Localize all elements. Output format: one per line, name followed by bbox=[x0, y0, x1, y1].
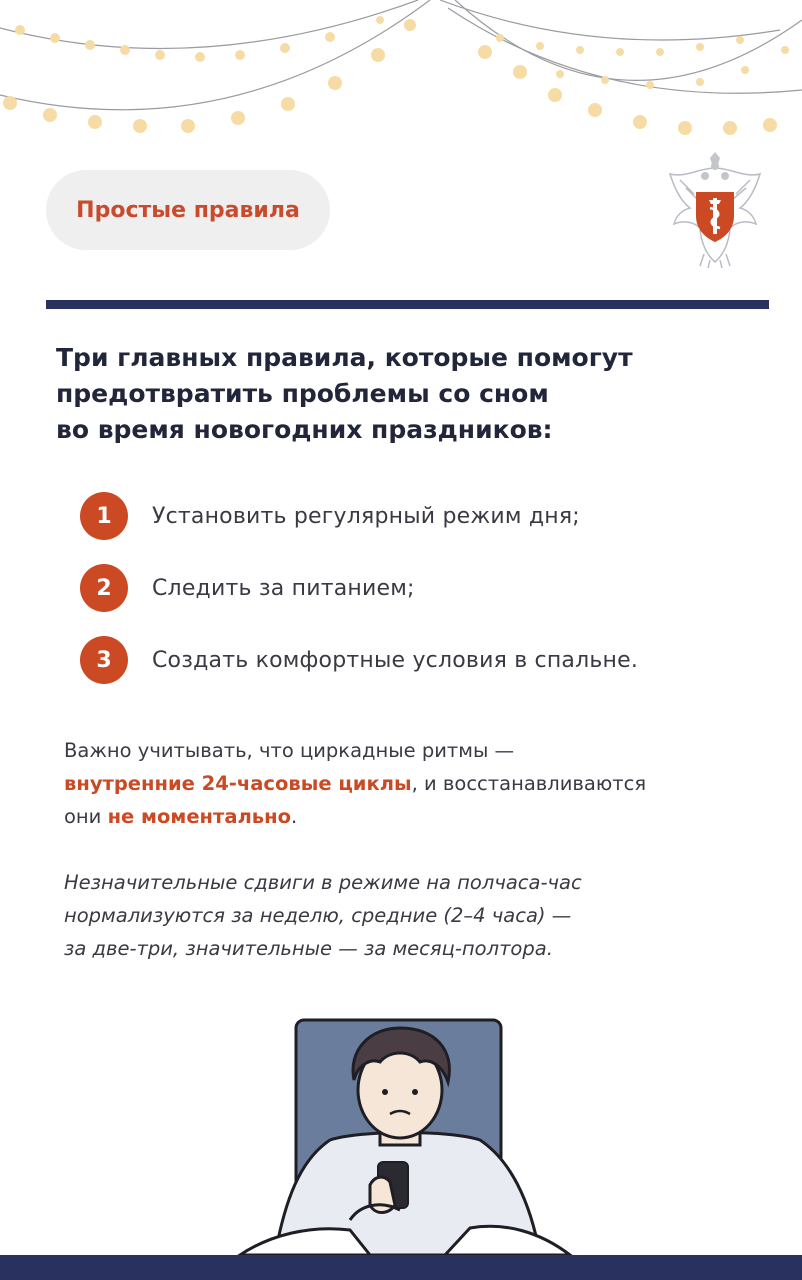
rule-text: Следить за питанием; bbox=[152, 575, 415, 601]
garland-lights-decoration bbox=[0, 0, 802, 150]
paragraph-text: Важно учитывать, что циркадные ритмы — bbox=[64, 739, 515, 762]
recovery-note bbox=[64, 866, 764, 965]
paragraph-text: . bbox=[290, 805, 298, 828]
rule-text: Установить регулярный режим дня; bbox=[152, 503, 580, 529]
footer-bar bbox=[0, 1255, 802, 1280]
note-line: за две-три, значительные — за месяц-полтора. bbox=[64, 937, 553, 960]
circadian-paragraph bbox=[64, 734, 764, 833]
rule-item bbox=[80, 564, 415, 612]
number-badge: 3 bbox=[80, 636, 128, 684]
header-divider bbox=[46, 300, 769, 309]
number-badge: 2 bbox=[80, 564, 128, 612]
page-title bbox=[56, 340, 756, 448]
page-title-line: Три главных правила, которые помогут bbox=[56, 343, 633, 372]
paragraph-highlight: не моментально bbox=[107, 805, 291, 828]
rule-text: Создать комфортные условия в спальне. bbox=[152, 647, 639, 673]
note-line: Незначительные сдвиги в режиме на полчаса-час bbox=[64, 871, 582, 894]
paragraph-highlight: внутренние 24-часовые циклы bbox=[64, 772, 412, 795]
ministry-emblem-icon bbox=[660, 150, 770, 270]
paragraph-text: они bbox=[64, 805, 108, 828]
rule-item bbox=[80, 492, 580, 540]
page-title-line: во время новогодних праздников: bbox=[56, 415, 553, 444]
sleepless-person-illustration bbox=[230, 1010, 580, 1260]
number-badge: 1 bbox=[80, 492, 128, 540]
paragraph-text: , и восстанавливаются bbox=[411, 772, 647, 795]
rule-item bbox=[80, 636, 638, 684]
page-title-line: предотвратить проблемы со сном bbox=[56, 379, 549, 408]
section-badge-label: Простые правила bbox=[76, 197, 300, 223]
section-badge bbox=[46, 170, 330, 250]
note-line: нормализуются за неделю, средние (2–4 часа) — bbox=[64, 904, 572, 927]
